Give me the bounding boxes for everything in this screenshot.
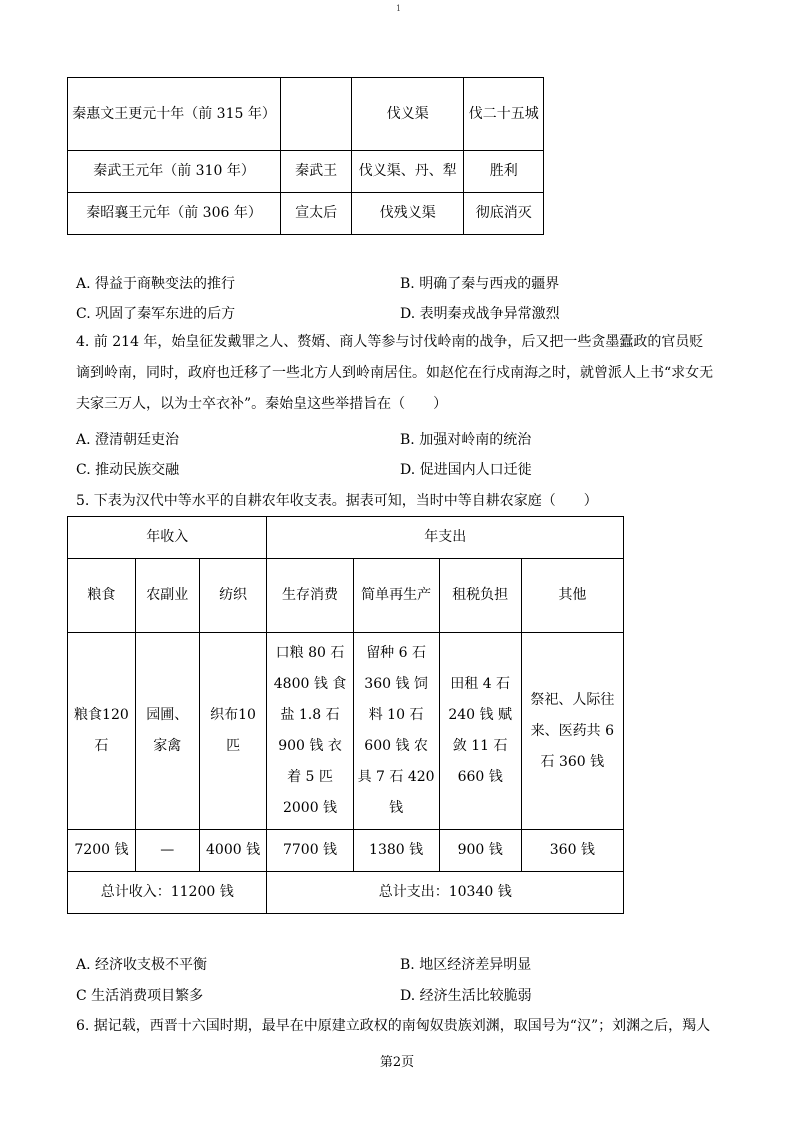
- table-row: [68, 830, 624, 872]
- income-header: 年收入: [68, 517, 267, 559]
- column-header: 租税负担: [439, 559, 521, 633]
- expense-header: 年支出: [267, 517, 624, 559]
- q5-option-b[interactable]: B. 地区经济差异明显: [400, 957, 532, 973]
- table-cell: [281, 78, 352, 151]
- q5-option-d[interactable]: D. 经济生活比较脆弱: [400, 988, 532, 1004]
- detail-cell: 织布10匹: [199, 633, 267, 830]
- column-header: 生存消费: [267, 559, 353, 633]
- total-expense: 总计支出：10340 钱: [267, 872, 624, 914]
- page-top-mark: 1: [396, 4, 402, 13]
- amount-cell: —: [135, 830, 199, 872]
- q5-stem: 5. 下表为汉代中等水平的自耕农年收支表。据表可知，当时中等自耕农家庭（ ）: [76, 493, 598, 509]
- q5-option-a[interactable]: A. 经济收支极不平衡: [76, 957, 208, 973]
- table-row: [68, 633, 624, 830]
- table-row: [68, 78, 544, 151]
- page-footer: 第2页: [379, 1055, 415, 1070]
- q3-option-d[interactable]: D. 表明秦戎战争异常激烈: [400, 306, 560, 322]
- table-row: [68, 559, 624, 633]
- table-cell: 彻底消灭: [464, 193, 544, 235]
- detail-cell: 田租 4 石 240 钱 赋敛 11 石 660 钱: [439, 633, 521, 830]
- table-cell: 伐残义渠: [352, 193, 464, 235]
- qin-yiqu-table: [67, 77, 544, 235]
- q3-option-a[interactable]: A. 得益于商鞅变法的推行: [76, 276, 236, 292]
- table-row: [68, 872, 624, 914]
- table-cell: 宣太后: [281, 193, 352, 235]
- q4-option-a[interactable]: A. 澄清朝廷吏治: [76, 432, 180, 448]
- column-header: 纺织: [199, 559, 267, 633]
- amount-cell: 360 钱: [521, 830, 623, 872]
- table-row: [68, 151, 544, 193]
- amount-cell: 7700 钱: [267, 830, 353, 872]
- table-cell: 秦武王: [281, 151, 352, 193]
- detail-cell: 祭祀、人际往来、医药共 6 石 360 钱: [521, 633, 623, 830]
- detail-cell: 粮食120石: [68, 633, 136, 830]
- table-cell: 秦惠文王更元十年（前 315 年）: [68, 78, 281, 151]
- column-header: 农副业: [135, 559, 199, 633]
- detail-cell: 口粮 80 石 4800 钱 食盐 1.8 石 900 钱 衣着 5 匹 2000 钱: [267, 633, 353, 830]
- income-expense-table: [67, 516, 624, 914]
- q6-stem: 6. 据记载，西晋十六国时期，最早在中原建立政权的南匈奴贵族刘渊，取国号为“汉”；刘渊之后，羯人: [76, 1018, 711, 1034]
- q4-option-c[interactable]: C. 推动民族交融: [76, 462, 180, 478]
- amount-cell: 1380 钱: [353, 830, 439, 872]
- table-cell: 秦昭襄王元年（前 306 年）: [68, 193, 281, 235]
- amount-cell: 900 钱: [439, 830, 521, 872]
- table-cell: 胜利: [464, 151, 544, 193]
- amount-cell: 4000 钱: [199, 830, 267, 872]
- q4-option-d[interactable]: D. 促进国内人口迁徙: [400, 462, 532, 478]
- column-header: 简单再生产: [353, 559, 439, 633]
- q3-option-c[interactable]: C. 巩固了秦军东进的后方: [76, 306, 236, 322]
- column-header: 粮食: [68, 559, 136, 633]
- detail-cell: 园圃、家禽: [135, 633, 199, 830]
- q5-option-c[interactable]: C 生活消费项目繁多: [76, 988, 204, 1004]
- table-cell: 伐二十五城: [464, 78, 544, 151]
- table-cell: 伐义渠: [352, 78, 464, 151]
- table-cell: 秦武王元年（前 310 年）: [68, 151, 281, 193]
- table-row: [68, 193, 544, 235]
- detail-cell: 留种 6 石 360 钱 饲料 10 石 600 钱 农具 7 石 420 钱: [353, 633, 439, 830]
- table-row: [68, 517, 624, 559]
- q3-option-b[interactable]: B. 明确了秦与西戎的疆界: [400, 276, 560, 292]
- q4-option-b[interactable]: B. 加强对岭南的统治: [400, 432, 532, 448]
- table-cell: 伐义渠、丹、犁: [352, 151, 464, 193]
- q4-stem: 4. 前 214 年，始皇征发戴罪之人、赘婿、商人等参与讨伐岭南的战争，后又把一些贪墨蠹政的官员贬谪到岭南，同时，政府也迁移了一些北方人到岭南居住。如赵佗在行戍南海之时，就曾派人上书“求女无夫家三万人，以为士卒衣补”。秦始皇这些举措旨在（ ）: [76, 334, 714, 412]
- amount-cell: 7200 钱: [68, 830, 136, 872]
- column-header: 其他: [521, 559, 623, 633]
- total-income: 总计收入：11200 钱: [68, 872, 267, 914]
